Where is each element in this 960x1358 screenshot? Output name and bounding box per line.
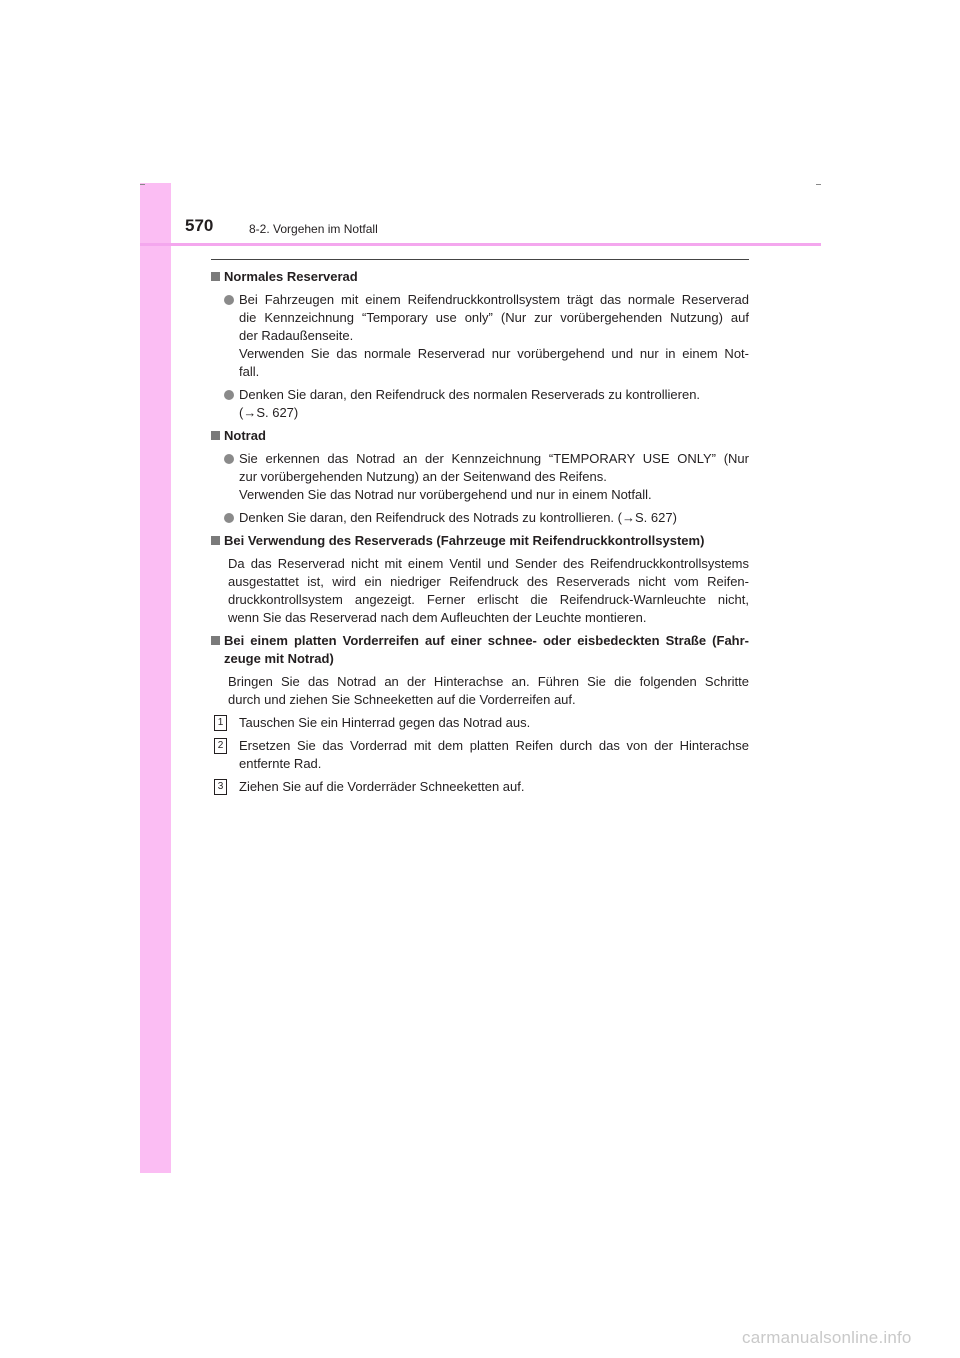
text-line: Ziehen Sie auf die Vorderräder Schneeketten auf. (239, 779, 525, 794)
circle-bullet-icon (224, 295, 234, 305)
step-number: 1 (214, 715, 227, 731)
text-line: druckkontrollsystem angezeigt. Ferner erlischt die Reifendruck-Warnleuchte nicht, (228, 592, 749, 607)
section-heading-spare-usage (211, 532, 749, 550)
text-line: zur vorübergehenden Nutzung) an der Seitenwand des Reifens. (239, 469, 607, 484)
heading-text: Bei einem platten Vorderreifen auf einer schnee- oder eisbedeckten Straße (Fahr- (224, 633, 749, 648)
text-line: fall. (239, 364, 260, 379)
header-rule (140, 243, 821, 246)
text-line: durch und ziehen Sie Schneeketten auf die Vorderreifen auf. (228, 692, 576, 707)
text-line: wenn Sie das Reserverad nach dem Aufleuchten der Leuchte montieren. (228, 610, 647, 625)
heading-text: Normales Reserverad (224, 269, 358, 284)
step-item (211, 714, 749, 732)
section-heading-emergency-wheel (211, 427, 749, 445)
page-content (211, 268, 749, 801)
text-line: entfernte Rad. (239, 756, 322, 771)
bullet-item (211, 509, 749, 527)
text-line: Da das Reserverad nicht mit einem Ventil und Sender des Reifendruckkontrollsystems (228, 556, 749, 571)
text-line: der Radaußenseite. (239, 328, 354, 343)
step-number: 2 (214, 738, 227, 754)
paragraph (211, 673, 749, 709)
circle-bullet-icon (224, 390, 234, 400)
page-reference: (→S. 627) (239, 405, 299, 420)
bullet-item (211, 291, 749, 381)
section-heading-flat-front-tire (211, 632, 749, 668)
heading-text: Bei Verwendung des Reserverads (Fahrzeuge mit Reifendruckkontrollsystem) (224, 533, 705, 548)
square-bullet-icon (211, 431, 220, 440)
crop-mark-left (140, 184, 145, 185)
text-line: Bei Fahrzeugen mit einem Reifendruckkontrollsystem trägt das normale Reserverad (239, 292, 749, 307)
square-bullet-icon (211, 636, 220, 645)
text-line: Bringen Sie das Notrad an der Hinterachse an. Führen Sie die folgenden Schritte (228, 674, 749, 689)
step-number: 3 (214, 779, 227, 795)
square-bullet-icon (211, 536, 220, 545)
chapter-title: 8-2. Vorgehen im Notfall (249, 222, 378, 236)
circle-bullet-icon (224, 454, 234, 464)
step-item (211, 737, 749, 773)
bullet-item (211, 386, 749, 422)
circle-bullet-icon (224, 513, 234, 523)
heading-text: Notrad (224, 428, 266, 443)
text-line: Verwenden Sie das normale Reserverad nur vorübergehend und nur in einem Not- (239, 346, 749, 361)
paragraph (211, 555, 749, 627)
text-line: Tauschen Sie ein Hinterrad gegen das Notrad aus. (239, 715, 531, 730)
text-line: Denken Sie daran, den Reifendruck des Notrads zu kontrollieren. (→S. 627) (239, 510, 677, 525)
page-number: 570 (185, 216, 214, 235)
watermark-text: carmanualsonline.info (742, 1328, 912, 1347)
section-heading-normal-spare (211, 268, 749, 286)
heading-text: zeuge mit Notrad) (224, 651, 334, 666)
text-line: Ersetzen Sie das Vorderrad mit dem platten Reifen durch das von der Hinterachse (239, 738, 749, 753)
text-line: ausgestattet ist, wird ein niedriger Reifendruck des Reserverads nicht vom Reifen- (228, 574, 749, 589)
text-line: Sie erkennen das Notrad an der Kennzeichnung “TEMPORARY USE ONLY” (Nur (239, 451, 749, 466)
step-item (211, 778, 749, 796)
chapter-side-bar (140, 183, 171, 1173)
content-top-rule (211, 259, 749, 260)
text-line: Denken Sie daran, den Reifendruck des normalen Reserverads zu kontrollieren. (239, 387, 701, 402)
crop-mark-right (816, 184, 821, 185)
bullet-item (211, 450, 749, 504)
text-line: die Kennzeichnung “Temporary use only” (Nur zur vorübergehenden Nutzung) auf (239, 310, 749, 325)
square-bullet-icon (211, 272, 220, 281)
text-line: Verwenden Sie das Notrad nur vorübergehend und nur in einem Notfall. (239, 487, 652, 502)
